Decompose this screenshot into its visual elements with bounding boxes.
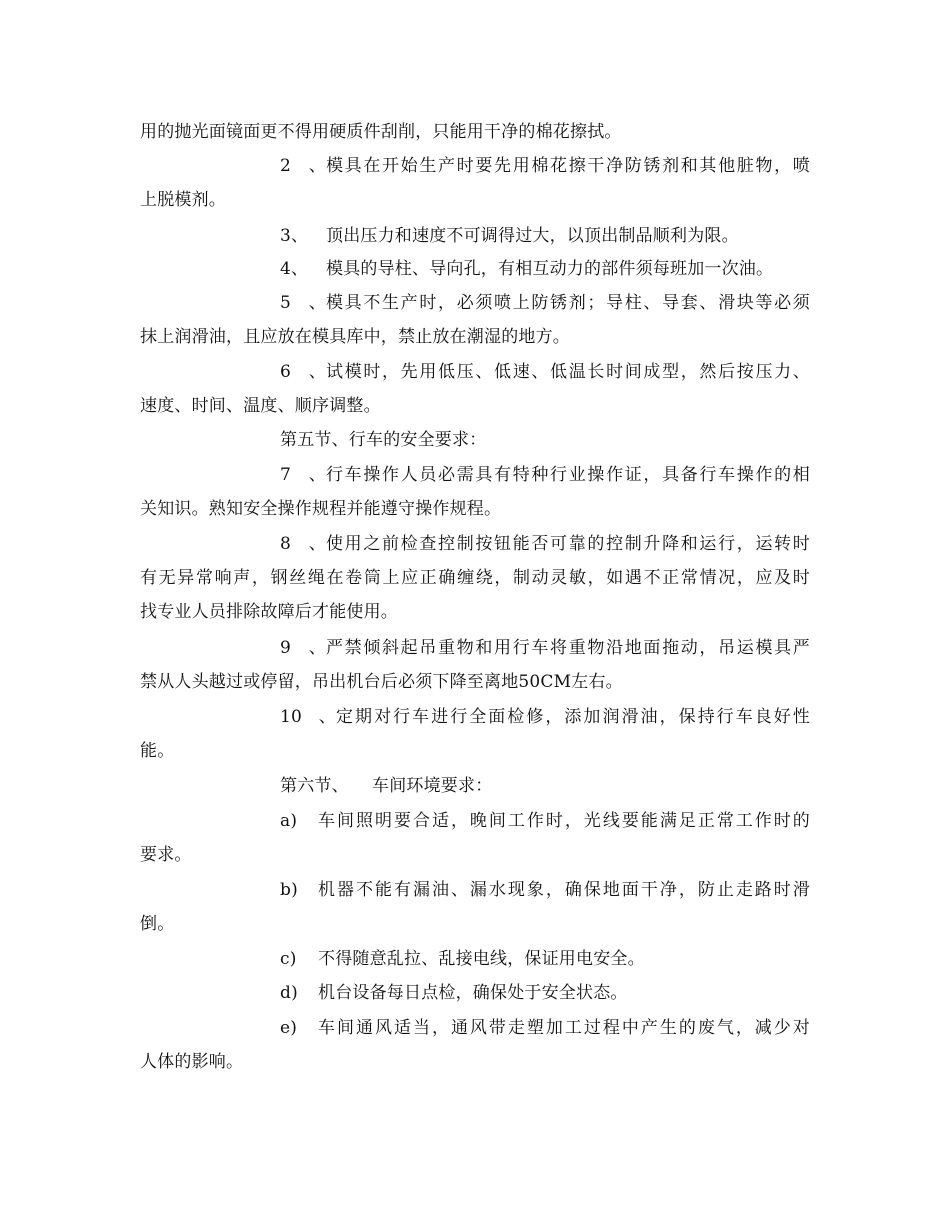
paragraph-line: 找专业人员排除故障后才能使用。 (140, 602, 398, 622)
item-number: 6、 (280, 362, 326, 382)
item-text: 模具的导柱、导向孔，有相互动力的部件须每班加一次油。 (326, 259, 774, 279)
paragraph-line: 上脱模剂。 (140, 190, 226, 210)
item-text: 严禁倾斜起吊重物和用行车将重物沿地面拖动，吊运模具严 (326, 638, 810, 658)
section-heading (280, 775, 492, 797)
item-text: 行车操作人员必需具有特种行业操作证，具备行车操作的相 (326, 465, 810, 485)
list-item-c (280, 948, 645, 970)
paragraph-line: 倒。 (140, 914, 175, 934)
item-label: c) (280, 949, 297, 969)
item-text: 使用之前检查控制按钮能否可靠的控制升降和运行，运转时 (326, 534, 810, 554)
item-text: 试模时，先用低压、低速、低温长时间成型，然后按压力、 (326, 362, 810, 382)
item-label: e) (280, 1018, 298, 1038)
item-number: 10、 (280, 707, 336, 727)
paragraph-line: 抹上润滑油，且应放在模具库中，禁止放在潮湿的地方。 (140, 327, 570, 347)
list-item-10 (280, 706, 810, 728)
item-text: 模具不生产时，必须喷上防锈剂；导柱、导套、滑块等必须 (326, 293, 810, 313)
paragraph-line: 有无异常响声，钢丝绳在卷筒上应正确缠绕，制动灵敏，如遇不正常情况，应及时 (140, 568, 810, 588)
list-item-2 (280, 155, 810, 177)
item-number: 7、 (280, 465, 326, 485)
list-item-9 (280, 637, 810, 659)
list-item-a (280, 810, 810, 832)
paragraph-line: 用的抛光面镜面更不得用硬质件刮削，只能用干净的棉花擦拭。 (140, 122, 622, 142)
paragraph-line: 速度、时间、温度、顺序调整。 (140, 396, 381, 416)
item-text: 车间照明要合适，晚间工作时，光线要能满足正常工作时的 (318, 811, 810, 831)
list-item-7 (280, 464, 810, 486)
item-text: 车间通风适当，通风带走塑加工过程中产生的废气，减少对 (318, 1018, 810, 1038)
item-number: 4、 (280, 259, 309, 279)
item-number: 2、 (280, 156, 326, 176)
item-number: 8、 (280, 534, 326, 554)
list-item-8 (280, 533, 810, 555)
item-text: 机台设备每日点检，确保处于安全状态。 (318, 983, 628, 1003)
paragraph-line: 要求。 (140, 845, 192, 865)
item-number: 9、 (280, 638, 326, 658)
list-item-4 (280, 258, 773, 280)
list-item-b (280, 879, 810, 901)
section-heading: 第五节、行车的安全要求： (280, 430, 487, 450)
item-text: 机器不能有漏油、漏水现象，确保地面干净，防止走路时滑 (318, 880, 810, 900)
item-text: 顶出压力和速度不可调得过大，以顶出制品顺利为限。 (326, 226, 739, 246)
paragraph-line: 人体的影响。 (140, 1052, 244, 1072)
item-number: 5、 (280, 293, 326, 313)
paragraph-line: 能。 (140, 741, 175, 761)
section-title: 车间环境要求： (372, 776, 493, 796)
list-item-d (280, 982, 628, 1004)
list-item-6 (280, 361, 810, 383)
item-text: 模具在开始生产时要先用棉花擦干净防锈剂和其他脏物，喷 (326, 156, 810, 176)
section-label: 第六节、 (280, 776, 349, 796)
list-item-e (280, 1017, 810, 1039)
item-text: 定期对行车进行全面检修，添加润滑油，保持行车良好性 (336, 707, 810, 727)
item-text: 不得随意乱拉、乱接电线，保证用电安全。 (318, 949, 645, 969)
item-label: b) (280, 880, 298, 900)
list-item-5 (280, 292, 810, 314)
list-item-3 (280, 225, 739, 247)
item-label: d) (280, 983, 298, 1003)
item-label: a) (280, 811, 298, 831)
paragraph-line: 禁从人头越过或停留，吊出机台后必须下降至离地50CM左右。 (140, 672, 623, 692)
paragraph-line: 关知识。熟知安全操作规程并能遵守操作规程。 (140, 499, 502, 519)
item-number: 3、 (280, 226, 309, 246)
